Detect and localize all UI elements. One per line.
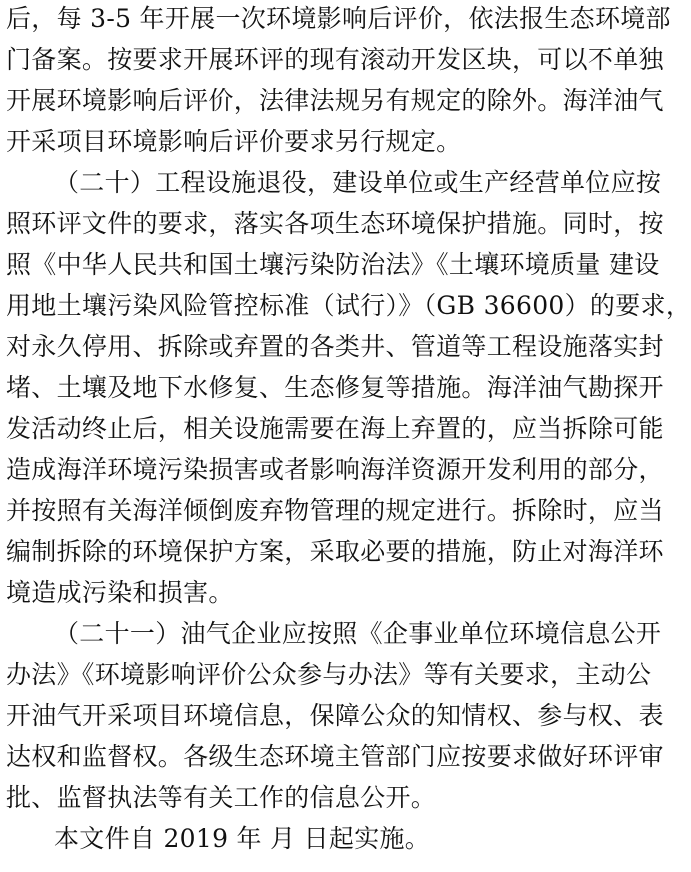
effective-date-line: 本文件自 2019 年 月 日起实施。 xyxy=(54,824,431,853)
text-line: 开油气开采项目环境信息，保障公众的知情权、参与权、表 xyxy=(6,701,664,730)
text-line: 批、监督执法等有关工作的信息公开。 xyxy=(6,783,437,812)
text-line: 达权和监督权。各级生态环境主管部门应按要求做好环评审 xyxy=(6,742,664,771)
text-line: 照环评文件的要求，落实各项生态环境保护措施。同时，按 xyxy=(6,209,664,238)
text-line: 编制拆除的环境保护方案，采取必要的措施，防止对海洋环 xyxy=(6,537,664,566)
text-line: 办法》《环境影响评价公众参与办法》等有关要求，主动公 xyxy=(6,660,652,689)
text-line: （二十一）油气企业应按照《企事业单位环境信息公开 xyxy=(54,619,662,648)
text-line: 发活动终止后，相关设施需要在海上弃置的，应当拆除可能 xyxy=(6,414,664,443)
text-line: 堵、土壤及地下水修复、生态修复等措施。海洋油气勘探开 xyxy=(6,373,664,402)
text-line: 后，每 3-5 年开展一次环境影响后评价，依法报生态环境部 xyxy=(6,4,671,33)
text-line: 门备案。按要求开展环评的现有滚动开发区块，可以不单独 xyxy=(6,45,664,74)
text-line: 并按照有关海洋倾倒废弃物管理的规定进行。拆除时，应当 xyxy=(6,496,664,525)
text-line: 开展环境影响后评价，法律法规另有规定的除外。海洋油气 xyxy=(6,86,664,115)
text-line: 开采项目环境影响后评价要求另行规定。 xyxy=(6,127,462,156)
text-line: 照《中华人民共和国土壤污染防治法》《土壤环境质量 建设 xyxy=(6,250,660,279)
text-line: 对永久停用、拆除或弃置的各类井、管道等工程设施落实封 xyxy=(6,332,664,361)
text-line: （二十）工程设施退役，建设单位或生产经营单位应按 xyxy=(54,168,662,197)
text-line: 造成海洋环境污染损害或者影响海洋资源开发利用的部分， xyxy=(6,455,664,484)
text-line: 用地土壤污染风险管控标准（试行）》（GB 36600）的要求， xyxy=(6,291,691,320)
text-line: 境造成污染和损害。 xyxy=(6,578,234,607)
